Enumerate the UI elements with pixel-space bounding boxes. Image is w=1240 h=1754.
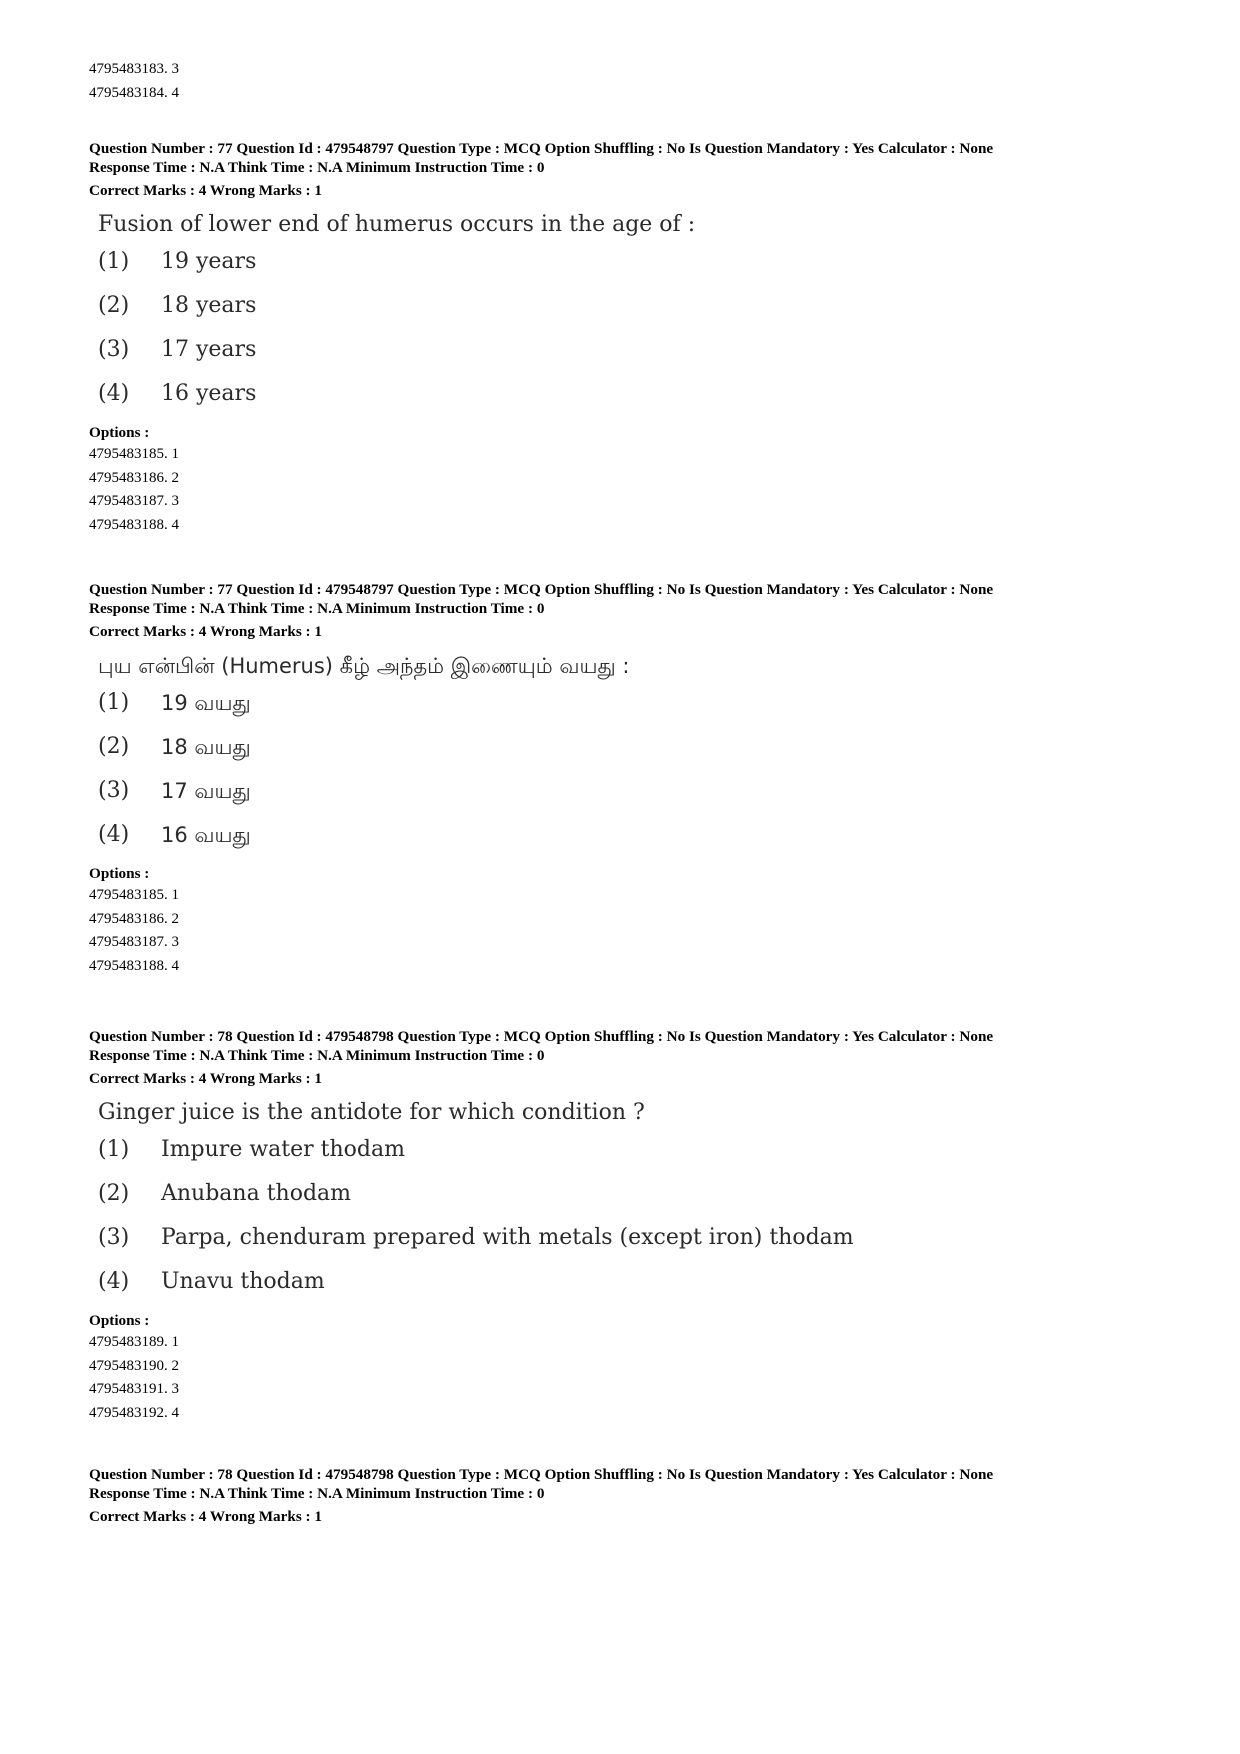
- answer-choice: [89, 1172, 993, 1216]
- question-marks: Correct Marks : 4 Wrong Marks : 1: [89, 1070, 322, 1087]
- choice-text: 17 years: [161, 337, 257, 362]
- choice-text: Unavu thodam: [161, 1269, 325, 1294]
- carryover-options: [89, 58, 179, 105]
- choice-number: (1): [98, 249, 130, 274]
- option-id-line: 4795483188. 4: [89, 957, 179, 974]
- options-label: Options :: [89, 424, 150, 441]
- question-block-77-en: [89, 139, 993, 537]
- question-marks: Correct Marks : 4 Wrong Marks : 1: [89, 1508, 322, 1525]
- question-meta-line: Question Number : 77 Question Id : 479548797 Question Type : MCQ Option Shuffling : No Is Question Mandatory : Yes Calculator : None: [89, 581, 994, 598]
- option-id-line: 4795483186. 2: [89, 910, 179, 927]
- option-id-line: 4795483187. 3: [89, 934, 179, 950]
- choice-text: 18 years: [161, 293, 257, 318]
- option-id-line: 4795483183. 3: [89, 61, 179, 77]
- question-stem: புய என்பின் (Humerus) கீழ் அந்தம் இணையும் வயது :: [98, 654, 630, 678]
- answer-choice: [89, 769, 993, 813]
- answer-choice: [89, 240, 993, 284]
- choice-number: (2): [98, 734, 130, 759]
- option-id-line: 4795483184. 4: [89, 84, 179, 101]
- choice-number: (2): [98, 293, 130, 318]
- question-stem: Fusion of lower end of humerus occurs in the age of :: [98, 212, 696, 237]
- option-id-line: 4795483185. 1: [89, 887, 179, 903]
- option-id-line: 4795483186. 2: [89, 469, 179, 486]
- choice-text: Anubana thodam: [161, 1181, 352, 1206]
- option-id-line: 4795483188. 4: [89, 516, 179, 533]
- choice-text: Parpa, chenduram prepared with metals (except iron) thodam: [161, 1225, 854, 1250]
- question-image: [89, 210, 993, 416]
- question-image: [89, 651, 993, 857]
- answer-choice: [89, 284, 993, 328]
- choice-text: 16 years: [161, 381, 257, 406]
- answer-choice: [89, 1216, 993, 1260]
- option-id-line: 4795483187. 3: [89, 493, 179, 509]
- choice-number: (4): [98, 822, 130, 847]
- choice-text: 18 வயது: [161, 735, 251, 759]
- option-id-line: 4795483191. 3: [89, 1381, 179, 1397]
- question-meta-line: Question Number : 78 Question Id : 479548798 Question Type : MCQ Option Shuffling : No Is Question Mandatory : Yes Calculator : None: [89, 1466, 994, 1483]
- question-meta-line: Question Number : 77 Question Id : 479548797 Question Type : MCQ Option Shuffling : No Is Question Mandatory : Yes Calculator : None: [89, 140, 994, 157]
- choice-number: (1): [98, 1137, 130, 1162]
- answer-choice: [89, 1260, 993, 1304]
- question-meta-line: Question Number : 78 Question Id : 479548798 Question Type : MCQ Option Shuffling : No Is Question Mandatory : Yes Calculator : None: [89, 1028, 994, 1045]
- question-meta-line: Response Time : N.A Think Time : N.A Minimum Instruction Time : 0: [89, 1047, 545, 1064]
- choice-number: (2): [98, 1181, 130, 1206]
- question-meta-line: Response Time : N.A Think Time : N.A Minimum Instruction Time : 0: [89, 600, 545, 617]
- question-marks: Correct Marks : 4 Wrong Marks : 1: [89, 623, 322, 640]
- options-label: Options :: [89, 1312, 150, 1329]
- choice-text: 16 வயது: [161, 823, 251, 847]
- choice-number: (4): [98, 381, 130, 406]
- question-block-78-ta: [89, 1465, 993, 1526]
- choice-number: (3): [98, 1225, 130, 1250]
- choice-number: (4): [98, 1269, 130, 1294]
- question-meta-line: Response Time : N.A Think Time : N.A Minimum Instruction Time : 0: [89, 1485, 545, 1502]
- choice-text: 17 வயது: [161, 779, 251, 803]
- question-block-77-ta: [89, 580, 993, 978]
- choice-number: (3): [98, 778, 130, 803]
- option-id-line: 4795483190. 2: [89, 1357, 179, 1374]
- choice-text: Impure water thodam: [161, 1137, 405, 1162]
- question-block-78-en: [89, 1027, 993, 1425]
- option-id-line: 4795483189. 1: [89, 1334, 179, 1350]
- question-meta-line: Response Time : N.A Think Time : N.A Minimum Instruction Time : 0: [89, 159, 545, 176]
- choice-text: 19 years: [161, 249, 257, 274]
- option-id-line: 4795483185. 1: [89, 446, 179, 462]
- question-image: [89, 1098, 993, 1304]
- question-stem: Ginger juice is the antidote for which condition ?: [98, 1100, 645, 1125]
- choice-number: (1): [98, 690, 130, 715]
- answer-choice: [89, 813, 993, 857]
- choice-text: 19 வயது: [161, 691, 251, 715]
- choice-number: (3): [98, 337, 130, 362]
- answer-choice: [89, 1128, 993, 1172]
- option-id-line: 4795483192. 4: [89, 1404, 179, 1421]
- answer-choice: [89, 681, 993, 725]
- answer-choice: [89, 725, 993, 769]
- answer-choice: [89, 328, 993, 372]
- options-label: Options :: [89, 865, 150, 882]
- answer-choice: [89, 372, 993, 416]
- question-marks: Correct Marks : 4 Wrong Marks : 1: [89, 182, 322, 199]
